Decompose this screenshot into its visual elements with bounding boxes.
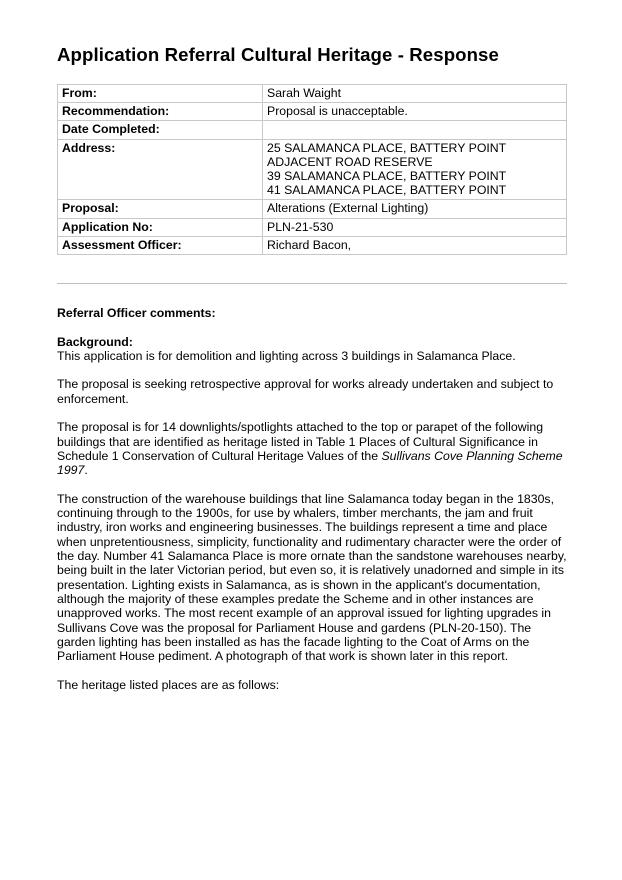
table-row [58, 139, 567, 200]
date-completed-value [263, 121, 567, 139]
address-line: 39 SALAMANCA PLACE, BATTERY POINT [267, 169, 507, 184]
planning-scheme-name: Sullivans Cove Planning Scheme 1997 [57, 448, 563, 478]
address-label: Address: [58, 139, 263, 200]
referral-details-table [57, 84, 567, 255]
paragraph-listed-places: The heritage listed places are as follows: [57, 677, 280, 692]
proposal-label: Proposal: [58, 200, 263, 218]
table-row [58, 121, 567, 139]
paragraph-downlights [57, 420, 571, 477]
recommendation-label: Recommendation: [58, 103, 263, 121]
date-completed-label: Date Completed: [58, 121, 263, 139]
proposal-value: Alterations (External Lighting) [263, 200, 567, 218]
address-value [263, 139, 567, 200]
address-line: ADJACENT ROAD RESERVE [267, 154, 433, 169]
comments-body [57, 306, 571, 706]
from-label: From: [58, 85, 263, 103]
table-row [58, 218, 567, 236]
application-no-label: Application No: [58, 218, 263, 236]
table-row [58, 236, 567, 254]
paragraph-retrospective: The proposal is seeking retrospective approval for works already undertaken and subject to enforcement. [57, 377, 554, 406]
background-heading: Background: [57, 334, 133, 349]
assessment-officer-value: Richard Bacon, [263, 236, 567, 254]
table-row [58, 85, 567, 103]
paragraph-history: The construction of the warehouse buildings that line Salamanca today began in the 1830s, continuing through to the 1900s, for use by whalers, timber merchants, the jam and fruit industry, iron works and engineering businesses. The buildings represent a time and place when unpretentiousness, simplicity, functionality and rudimentary character were the order of the day. Number 41 Salamanca Place is more ornate than the sandstone warehouses nearby, being built in the later Victorian period, but even so, it is relatively unadorned and simple in its presentation. Lighting exists in Salamanca, as is shown in the applicant's documentation, although the majority of these examples predate the Scheme and in other instances are unapproved works. The most recent example of an approval issued for lighting upgrades in Sullivans Cove was the proposal for Parliament House and gardens (PLN-20-150). The garden lighting has been installed as has the facade lighting to the Coat of Arms on the Parliament House pediment. A photograph of that work is shown later in this report. [57, 491, 567, 664]
paragraph-downlights-end: . [84, 463, 88, 478]
document-title: Application Referral Cultural Heritage - Response [57, 44, 499, 65]
table-row [58, 103, 567, 121]
from-value: Sarah Waight [263, 85, 567, 103]
assessment-officer-label: Assessment Officer: [58, 236, 263, 254]
paragraph-intro: This application is for demolition and lighting across 3 buildings in Salamanca Place. [57, 348, 516, 363]
paragraph-downlights-text: The proposal is for 14 downlights/spotlights attached to the top or parapet of the following buildings that are identified as heritage listed in Table 1 Places of Cultural Significance in Schedule 1 Conservation of Cultural Heritage Values of the [57, 420, 544, 463]
recommendation-value: Proposal is unacceptable. [263, 103, 567, 121]
address-line: 41 SALAMANCA PLACE, BATTERY POINT [267, 183, 507, 198]
comments-heading: Referral Officer comments: [57, 306, 216, 320]
application-no-value: PLN-21-530 [263, 218, 567, 236]
address-line: 25 SALAMANCA PLACE, BATTERY POINT [267, 140, 507, 155]
section-divider [57, 283, 567, 284]
table-row [58, 200, 567, 218]
